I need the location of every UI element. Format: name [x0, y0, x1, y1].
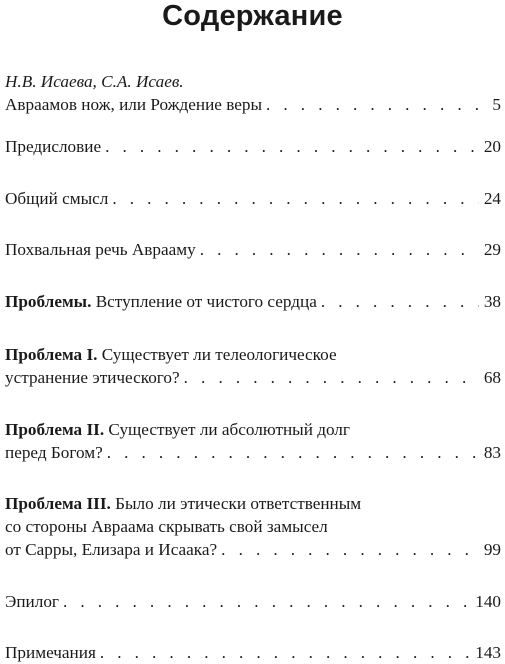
toc-entry-title: Авраамов нож, или Рождение веры [5, 95, 263, 114]
dot-leader [105, 135, 479, 158]
toc-entry[interactable] [5, 590, 501, 613]
toc-entry-title: Предисловие [5, 137, 102, 156]
toc-entry-page: 143 [475, 643, 501, 662]
toc-entry-line [5, 515, 501, 538]
toc-entry-page: 20 [483, 137, 501, 156]
dot-leader [107, 441, 479, 464]
toc-entry-page: 24 [483, 189, 501, 208]
toc-entry-line [5, 93, 501, 116]
toc-entry-line [5, 366, 501, 389]
toc-entry-page: 83 [483, 443, 501, 462]
dot-leader [321, 290, 479, 313]
toc-entry-title [5, 290, 317, 313]
dot-leader [184, 366, 479, 389]
toc-entry-line [5, 492, 501, 515]
toc-entry-line [5, 290, 501, 313]
toc-entry-line [5, 238, 501, 261]
toc-entry-page: 38 [483, 292, 501, 311]
toc-entry-title-text: Существует ли телеологическое [101, 345, 337, 364]
toc-entry-title: Общий смысл [5, 189, 109, 208]
toc-entry[interactable] [5, 238, 501, 261]
toc-entry-line [5, 187, 501, 210]
toc-entry-label: Проблема I. [5, 345, 98, 364]
toc-entry-title: Эпилог [5, 592, 59, 611]
toc-entry-line [5, 641, 501, 664]
toc-entry-label: Проблема II. [5, 420, 105, 439]
toc-entry-page: 5 [492, 95, 501, 114]
toc-entry-page: 29 [483, 240, 501, 259]
toc-entry-line [5, 135, 501, 158]
dot-leader [100, 641, 470, 664]
toc-entry-title-text: устранение этического? [5, 368, 180, 387]
dot-leader [221, 538, 479, 561]
toc-entry-line [5, 343, 501, 366]
toc-entry-title-text: Было ли этически ответственным [115, 494, 362, 513]
toc-entry[interactable] [5, 492, 501, 561]
toc-entry-page: 140 [475, 592, 501, 611]
toc-entry[interactable] [5, 290, 501, 313]
toc-entry-page: 68 [483, 368, 501, 387]
dot-leader [112, 187, 478, 210]
toc-entry-line [5, 441, 501, 464]
dot-leader [200, 238, 479, 261]
toc-entry-page: 99 [483, 540, 501, 559]
toc-entry-line [5, 418, 501, 441]
toc-entry-title-text: со стороны Авраама скрывать свой замысел [5, 517, 328, 536]
toc-entry[interactable] [5, 187, 501, 210]
dot-leader [63, 590, 470, 613]
toc-entry[interactable] [5, 343, 501, 389]
toc-entry-title-text: перед Богом? [5, 443, 103, 462]
toc-entry[interactable] [5, 135, 501, 158]
toc-entry-label: Проблема III. [5, 494, 111, 513]
page-title: Содержание [162, 0, 343, 32]
toc-entry-label: Проблемы. [5, 292, 92, 311]
toc-entry-line [5, 538, 501, 561]
toc-entry-title: Похвальная речь Аврааму [5, 240, 196, 259]
dot-leader [266, 93, 487, 116]
toc-entry-line [5, 590, 501, 613]
toc-entry-title-text: Вступление от чистого сердца [95, 292, 317, 311]
toc-entry-title: Примечания [5, 643, 96, 662]
toc-entry-title-text: от Сарры, Елизара и Исаака? [5, 540, 218, 559]
toc-entry-authors: Н.В. Исаева, С.А. Исаев. [5, 72, 184, 91]
toc-entry[interactable] [5, 418, 501, 464]
toc-entry[interactable] [5, 641, 501, 664]
toc-entry[interactable] [5, 70, 501, 116]
toc-entry-title-text: Существует ли абсолютный долг [108, 420, 350, 439]
